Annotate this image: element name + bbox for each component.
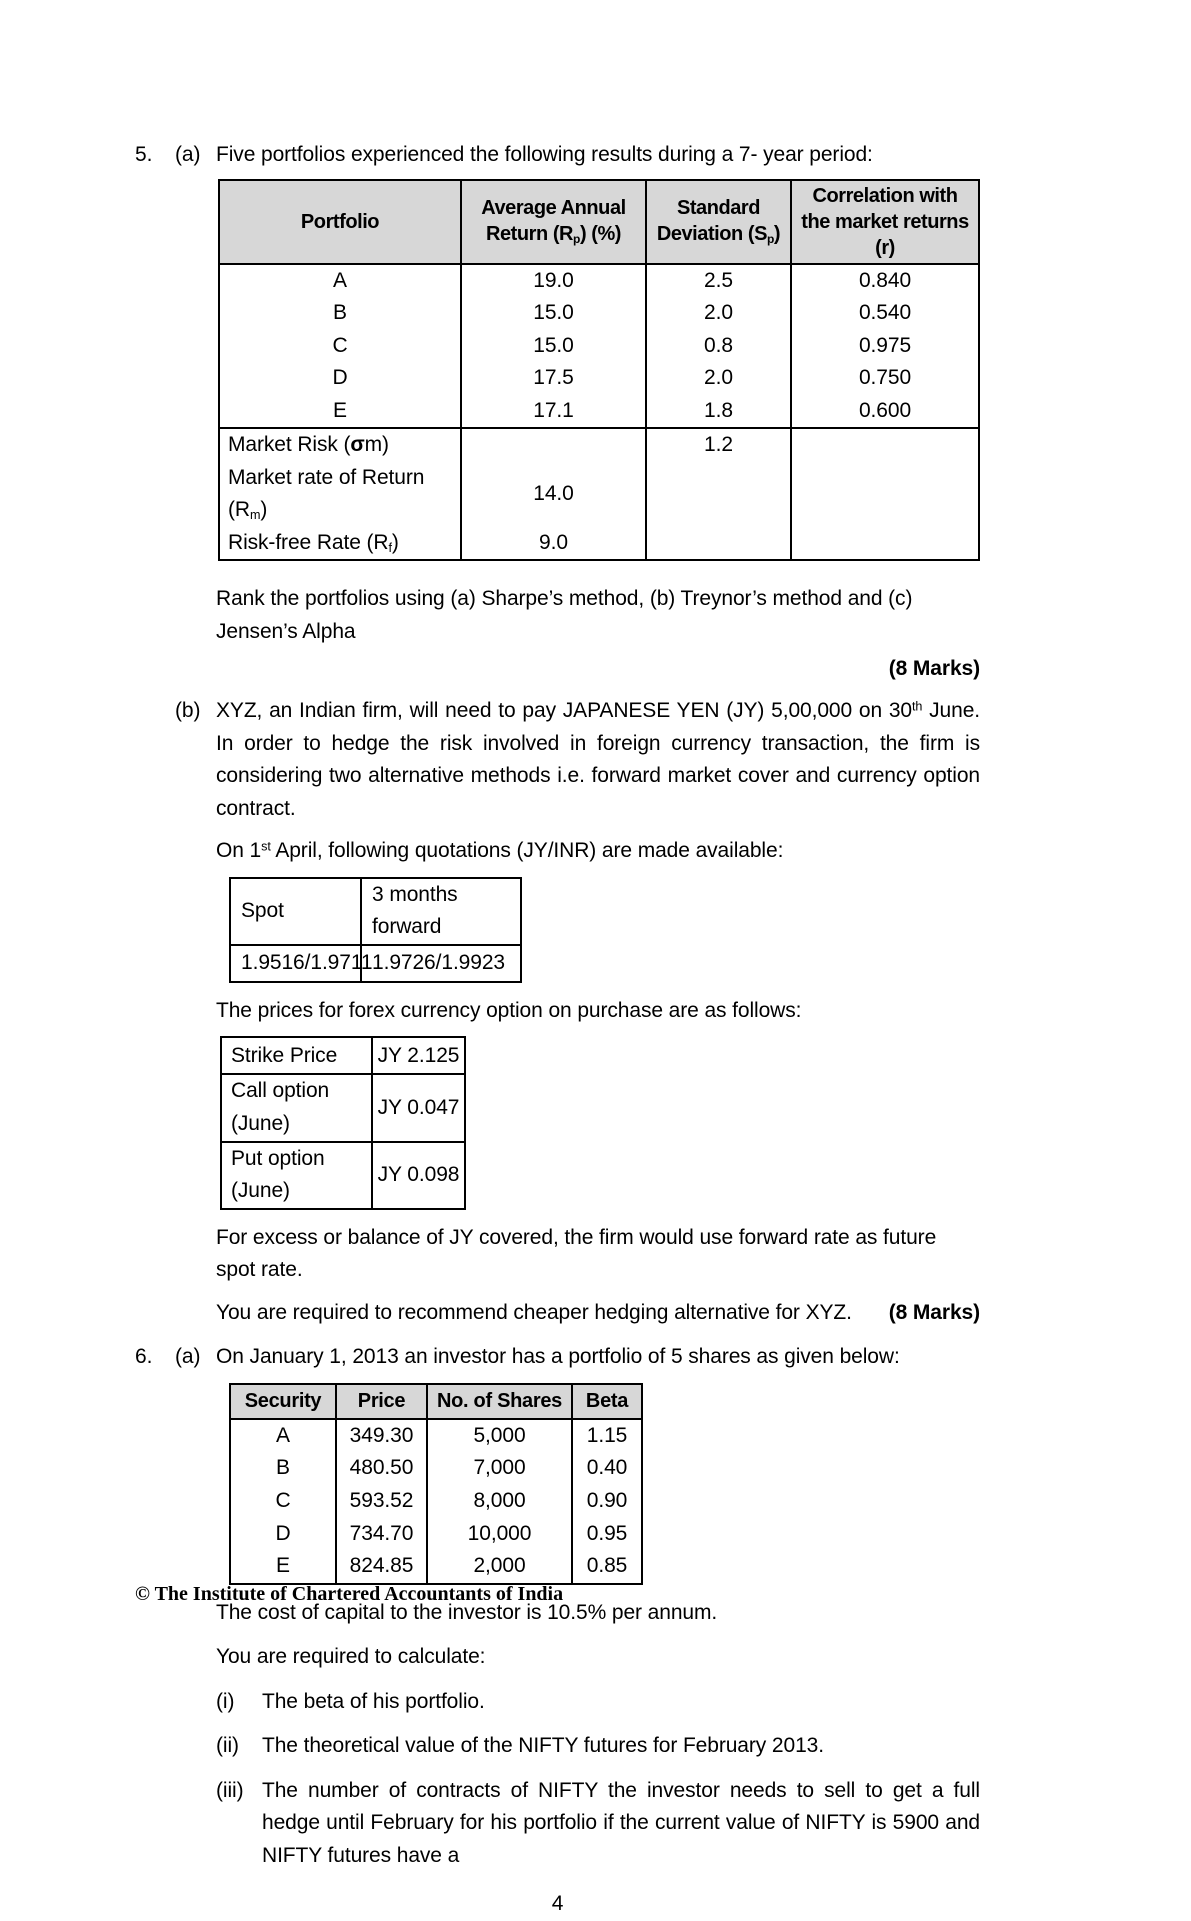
- table-row: [230, 945, 521, 982]
- cell-empty: [461, 428, 646, 462]
- required-text: You are required to recommend cheaper hedging alternative for XYZ.: [216, 1300, 852, 1324]
- col-header-security: Security: [230, 1384, 336, 1419]
- cell-shares: 8,000: [427, 1485, 572, 1518]
- item-marker: (i): [216, 1689, 235, 1713]
- cell-option-value: JY 2.125: [372, 1037, 465, 1074]
- list-item: [216, 1730, 980, 1763]
- table-row: [219, 297, 979, 330]
- col-header-price: Price: [336, 1384, 427, 1419]
- cell-empty: [646, 527, 791, 561]
- cell-sd: 0.8: [646, 330, 791, 363]
- paragraph-text: XYZ, an Indian firm, will need to pay JAPANESE YEN (JY) 5,00,000 on 30: [216, 699, 913, 723]
- subscript: p: [573, 232, 580, 247]
- cell-portfolio: D: [219, 362, 461, 395]
- question-number: 5.: [135, 143, 153, 166]
- item-marker: (iii): [216, 1778, 244, 1802]
- cell-security: E: [230, 1550, 336, 1584]
- cell-correlation: 0.975: [791, 330, 979, 363]
- table-row: [230, 1518, 642, 1551]
- cell-beta: 1.15: [572, 1419, 642, 1453]
- fx-quotation-table: [229, 877, 522, 983]
- cell-shares: 5,000: [427, 1419, 572, 1453]
- item-text: The number of contracts of NIFTY the investor needs to sell to get a full hedge until February for his portfolio if the current value of NIFTY is 5900 and NIFTY futures have a: [262, 1778, 980, 1867]
- label-text: ): [260, 498, 268, 522]
- table-row: [219, 462, 979, 527]
- cell-option-value: JY 0.098: [372, 1142, 465, 1209]
- header-text: ) (%): [579, 223, 622, 246]
- table-row: [230, 1550, 642, 1584]
- subscript: p: [767, 232, 774, 247]
- cell-return: 19.0: [461, 264, 646, 298]
- subscript: m: [249, 508, 261, 523]
- market-rows: [219, 428, 979, 560]
- question-5a-body: [216, 139, 980, 685]
- cell-sd: 2.0: [646, 362, 791, 395]
- cell-price: 734.70: [336, 1518, 427, 1551]
- question-5b-body: [216, 695, 980, 1329]
- q6a-intro: On January 1, 2013 an investor has a portfolio of 5 shares as given below:: [216, 1345, 900, 1369]
- col-header-beta: Beta: [572, 1384, 642, 1419]
- q5b-required-line: [216, 1297, 980, 1330]
- paragraph-text: On 1: [216, 839, 262, 863]
- cell-security: B: [230, 1452, 336, 1485]
- superscript: st: [261, 840, 271, 854]
- cell-market-risk-label: [219, 428, 461, 462]
- cell-sd: 1.8: [646, 395, 791, 429]
- cell-portfolio: C: [219, 330, 461, 363]
- col-header-correlation: Correlation with the market returns (r): [791, 180, 979, 264]
- cell-beta: 0.90: [572, 1485, 642, 1518]
- q5b-option-intro: The prices for forex currency option on purchase are as follows:: [216, 998, 802, 1022]
- question-5b: [135, 695, 980, 1329]
- question-5: [135, 139, 980, 685]
- q5a-rank-text: Rank the portfolios using (a) Sharpe’s method, (b) Treynor’s method and (c) Jensen’s Alpha: [216, 587, 913, 644]
- question-number: 6.: [135, 1345, 153, 1369]
- q6a-calc-text: You are required to calculate:: [216, 1645, 486, 1669]
- table-row: [221, 1037, 465, 1074]
- marks-label: (8 Marks): [888, 1300, 980, 1324]
- item-text: The beta of his portfolio.: [262, 1689, 485, 1713]
- q5b-quotation-line: [216, 835, 980, 868]
- portfolio-performance-table: [218, 179, 980, 562]
- subscript: f: [388, 541, 392, 556]
- label-text: Market Risk (: [228, 433, 351, 457]
- marks-label: (8 Marks): [888, 656, 980, 680]
- option-price-table: [220, 1036, 466, 1209]
- cell-price: 349.30: [336, 1419, 427, 1453]
- cell-price: 593.52: [336, 1485, 427, 1518]
- cell-beta: 0.85: [572, 1550, 642, 1584]
- cell-return: 17.1: [461, 395, 646, 429]
- table-row: [219, 527, 979, 561]
- sigma-symbol: σ: [350, 433, 365, 457]
- header-text: ): [773, 223, 781, 246]
- cell-forward-value: 1.9726/1.9923: [361, 945, 521, 982]
- header-text: Average Annual Return (R: [481, 197, 626, 246]
- cell-option-label: Strike Price: [221, 1037, 372, 1074]
- cell-forward-header: 3 months forward: [361, 878, 521, 945]
- cell-correlation: 0.600: [791, 395, 979, 429]
- cell-sd: 2.0: [646, 297, 791, 330]
- cell-security: A: [230, 1419, 336, 1453]
- q5b-excess-text: For excess or balance of JY covered, the firm would use forward rate as future spot rate.: [216, 1225, 937, 1282]
- paragraph-text: June. In order to hedge the risk involved in foreign currency transaction, the firm is considering two alternative methods i.e. forward market cover and currency option contract.: [216, 699, 981, 820]
- cell-portfolio: A: [219, 264, 461, 298]
- table-row: [221, 1142, 465, 1209]
- cell-return: 15.0: [461, 330, 646, 363]
- table-row: [221, 1074, 465, 1141]
- table-row: [230, 1452, 642, 1485]
- col-header-shares: No. of Shares: [427, 1384, 572, 1419]
- cell-beta: 0.95: [572, 1518, 642, 1551]
- label-text: ): [391, 530, 399, 554]
- table-header-row: [219, 180, 979, 264]
- cell-empty: [791, 527, 979, 561]
- cell-price: 824.85: [336, 1550, 427, 1584]
- superscript: th: [912, 699, 923, 714]
- label-text: Market rate of Return (R: [228, 465, 425, 522]
- cell-sd: 2.5: [646, 264, 791, 298]
- q5a-intro: Five portfolios experienced the following results during a 7- year period:: [216, 143, 873, 166]
- q5b-paragraph: [216, 695, 980, 825]
- part-label-a: (a): [175, 1345, 201, 1369]
- cell-risk-free-label: [219, 527, 461, 561]
- part-label-a: (a): [175, 143, 201, 166]
- cell-empty: [791, 462, 979, 527]
- cell-empty: [646, 462, 791, 527]
- cell-correlation: 0.540: [791, 297, 979, 330]
- cell-market-return-value: 14.0: [461, 462, 646, 527]
- table-row: [219, 362, 979, 395]
- cell-option-label: Put option (June): [221, 1142, 372, 1209]
- list-item: [216, 1686, 980, 1719]
- cell-correlation: 0.840: [791, 264, 979, 298]
- cell-market-return-label: [219, 462, 461, 527]
- table-row: [219, 395, 979, 429]
- part-label-b: (b): [175, 699, 201, 723]
- cell-empty: [791, 428, 979, 462]
- list-item: [216, 1775, 980, 1873]
- q5a-marks-line: [216, 653, 980, 686]
- cell-risk-free-value: 9.0: [461, 527, 646, 561]
- cell-price: 480.50: [336, 1452, 427, 1485]
- page-number: 4: [551, 1892, 564, 1916]
- cell-portfolio: B: [219, 297, 461, 330]
- cell-market-risk-value: 1.2: [646, 428, 791, 462]
- table-header-row: [230, 878, 521, 945]
- table-row: [219, 428, 979, 462]
- item-text: The theoretical value of the NIFTY futures for February 2013.: [262, 1734, 824, 1758]
- cell-shares: 7,000: [427, 1452, 572, 1485]
- copyright-footer: © The Institute of Chartered Accountants of India: [135, 1583, 564, 1605]
- table-row: [219, 264, 979, 298]
- paragraph-text: April, following quotations (JY/INR) are made available:: [270, 839, 784, 863]
- portfolio-rows: [219, 264, 979, 429]
- cell-return: 15.0: [461, 297, 646, 330]
- cell-spot-header: Spot: [230, 878, 361, 945]
- col-header-sd: [646, 180, 791, 264]
- cell-correlation: 0.750: [791, 362, 979, 395]
- question-6: [135, 1341, 980, 1872]
- cell-security: D: [230, 1518, 336, 1551]
- cell-option-label: Call option (June): [221, 1074, 372, 1141]
- q6a-cost-text: The cost of capital to the investor is 10.5% per annum.: [216, 1600, 718, 1624]
- header-text: Standard Deviation (S: [656, 197, 768, 246]
- label-text: Risk-free Rate (R: [228, 530, 389, 554]
- table-row: [230, 1419, 642, 1453]
- securities-table: [229, 1383, 643, 1585]
- item-marker: (ii): [216, 1734, 239, 1758]
- table-header-row: [230, 1384, 642, 1419]
- table-row: [219, 330, 979, 363]
- cell-spot-value: 1.9516/1.9711: [230, 945, 361, 982]
- cell-portfolio: E: [219, 395, 461, 429]
- label-text: m): [364, 433, 389, 457]
- col-header-return: [461, 180, 646, 264]
- col-header-portfolio: Portfolio: [219, 180, 461, 264]
- question-6a-body: [216, 1341, 980, 1872]
- cell-option-value: JY 0.047: [372, 1074, 465, 1141]
- cell-beta: 0.40: [572, 1452, 642, 1485]
- cell-return: 17.5: [461, 362, 646, 395]
- cell-shares: 10,000: [427, 1518, 572, 1551]
- cell-shares: 2,000: [427, 1550, 572, 1584]
- table-row: [230, 1485, 642, 1518]
- cell-security: C: [230, 1485, 336, 1518]
- page-content: [135, 139, 980, 1921]
